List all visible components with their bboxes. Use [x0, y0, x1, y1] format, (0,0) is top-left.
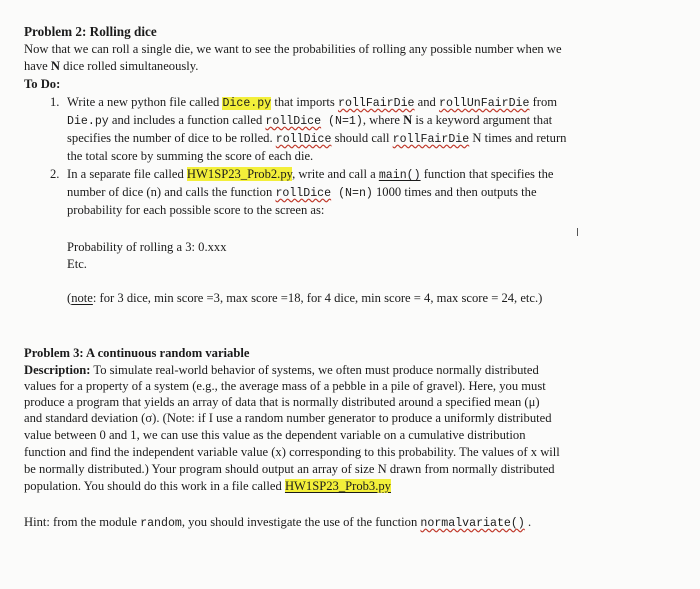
- problem2-intro-line2: have N dice rolled simultaneously.: [24, 59, 199, 73]
- item2-line1: In a separate file called HW1SP23_Prob2.py, write and call a main() function that specifies the: [67, 167, 554, 182]
- todo-heading: To Do:: [24, 77, 61, 91]
- problem3-line5: value between 0 and 1, we can use this value as the dependent variable on a cumulative distribution: [24, 428, 526, 442]
- item2-number: 2.: [50, 167, 60, 181]
- item1-line2: Die.py and includes a function called rollDice (N=1), where N is a keyword argument that: [67, 113, 553, 128]
- problem2-title: Problem 2: Rolling dice: [24, 24, 157, 39]
- problem2-intro-line1: Now that we can roll a single die, we want to see the probabilities of rolling any possible number when we: [24, 42, 562, 56]
- item1-number: 1.: [50, 95, 60, 109]
- prob2-filename: HW1SP23_Prob2.py: [186, 167, 293, 181]
- problem3-line2: values for a property of a system (e.g., the average mass of a pebble in a pile of gravel). Here, you must: [24, 379, 546, 393]
- problem3-line7: be normally distributed.) Your program should output an array of size N drawn from normally distributed: [24, 462, 555, 476]
- problem3-line4: and standard deviation (σ). (Note: if I use a random number generator to produce a uniformly distributed: [24, 411, 552, 425]
- output-example-line1: Probability of rolling a 3: 0.xxx: [67, 240, 227, 254]
- problem3-line1: Description: To simulate real-world behavior of systems, we often must produce normally distributed: [24, 363, 539, 377]
- problem3-line3: produce a program that yields an array of data that is normally distributed around a specified mean (μ): [24, 395, 540, 409]
- cursor-mark: [577, 228, 578, 236]
- prob3-filename: HW1SP23_Prob3.py: [284, 479, 391, 493]
- item2-line3: probability for each possible score to the screen as:: [67, 203, 325, 217]
- note-line: (note: for 3 dice, min score =3, max score =18, for 4 dice, min score = 4, max score = 24, etc.): [67, 291, 543, 305]
- problem3-title: Problem 3: A continuous random variable: [24, 346, 250, 360]
- item1-line1: Write a new python file called Dice.py that imports rollFairDie and rollUnFairDie from: [67, 95, 558, 110]
- dice-py-filename: Dice.py: [222, 97, 272, 110]
- item1-line4: the total score by summing the score of each die.: [67, 149, 314, 163]
- problem3-line6: function and find the independent variable value (x) corresponding to this probability. The values of x will: [24, 445, 560, 459]
- item1-line3: specifies the number of dice to be rolled. rollDice should call rollFairDie N times and return: [67, 131, 567, 146]
- output-example-line2: Etc.: [67, 257, 87, 271]
- hint-line: Hint: from the module random, you should investigate the use of the function normalvariate() .: [24, 515, 532, 530]
- item2-line2: number of dice (n) and calls the function rollDice (N=n) 1000 times and then outputs the: [67, 185, 537, 200]
- problem3-line8: population. You should do this work in a file called HW1SP23_Prob3.py: [24, 479, 391, 493]
